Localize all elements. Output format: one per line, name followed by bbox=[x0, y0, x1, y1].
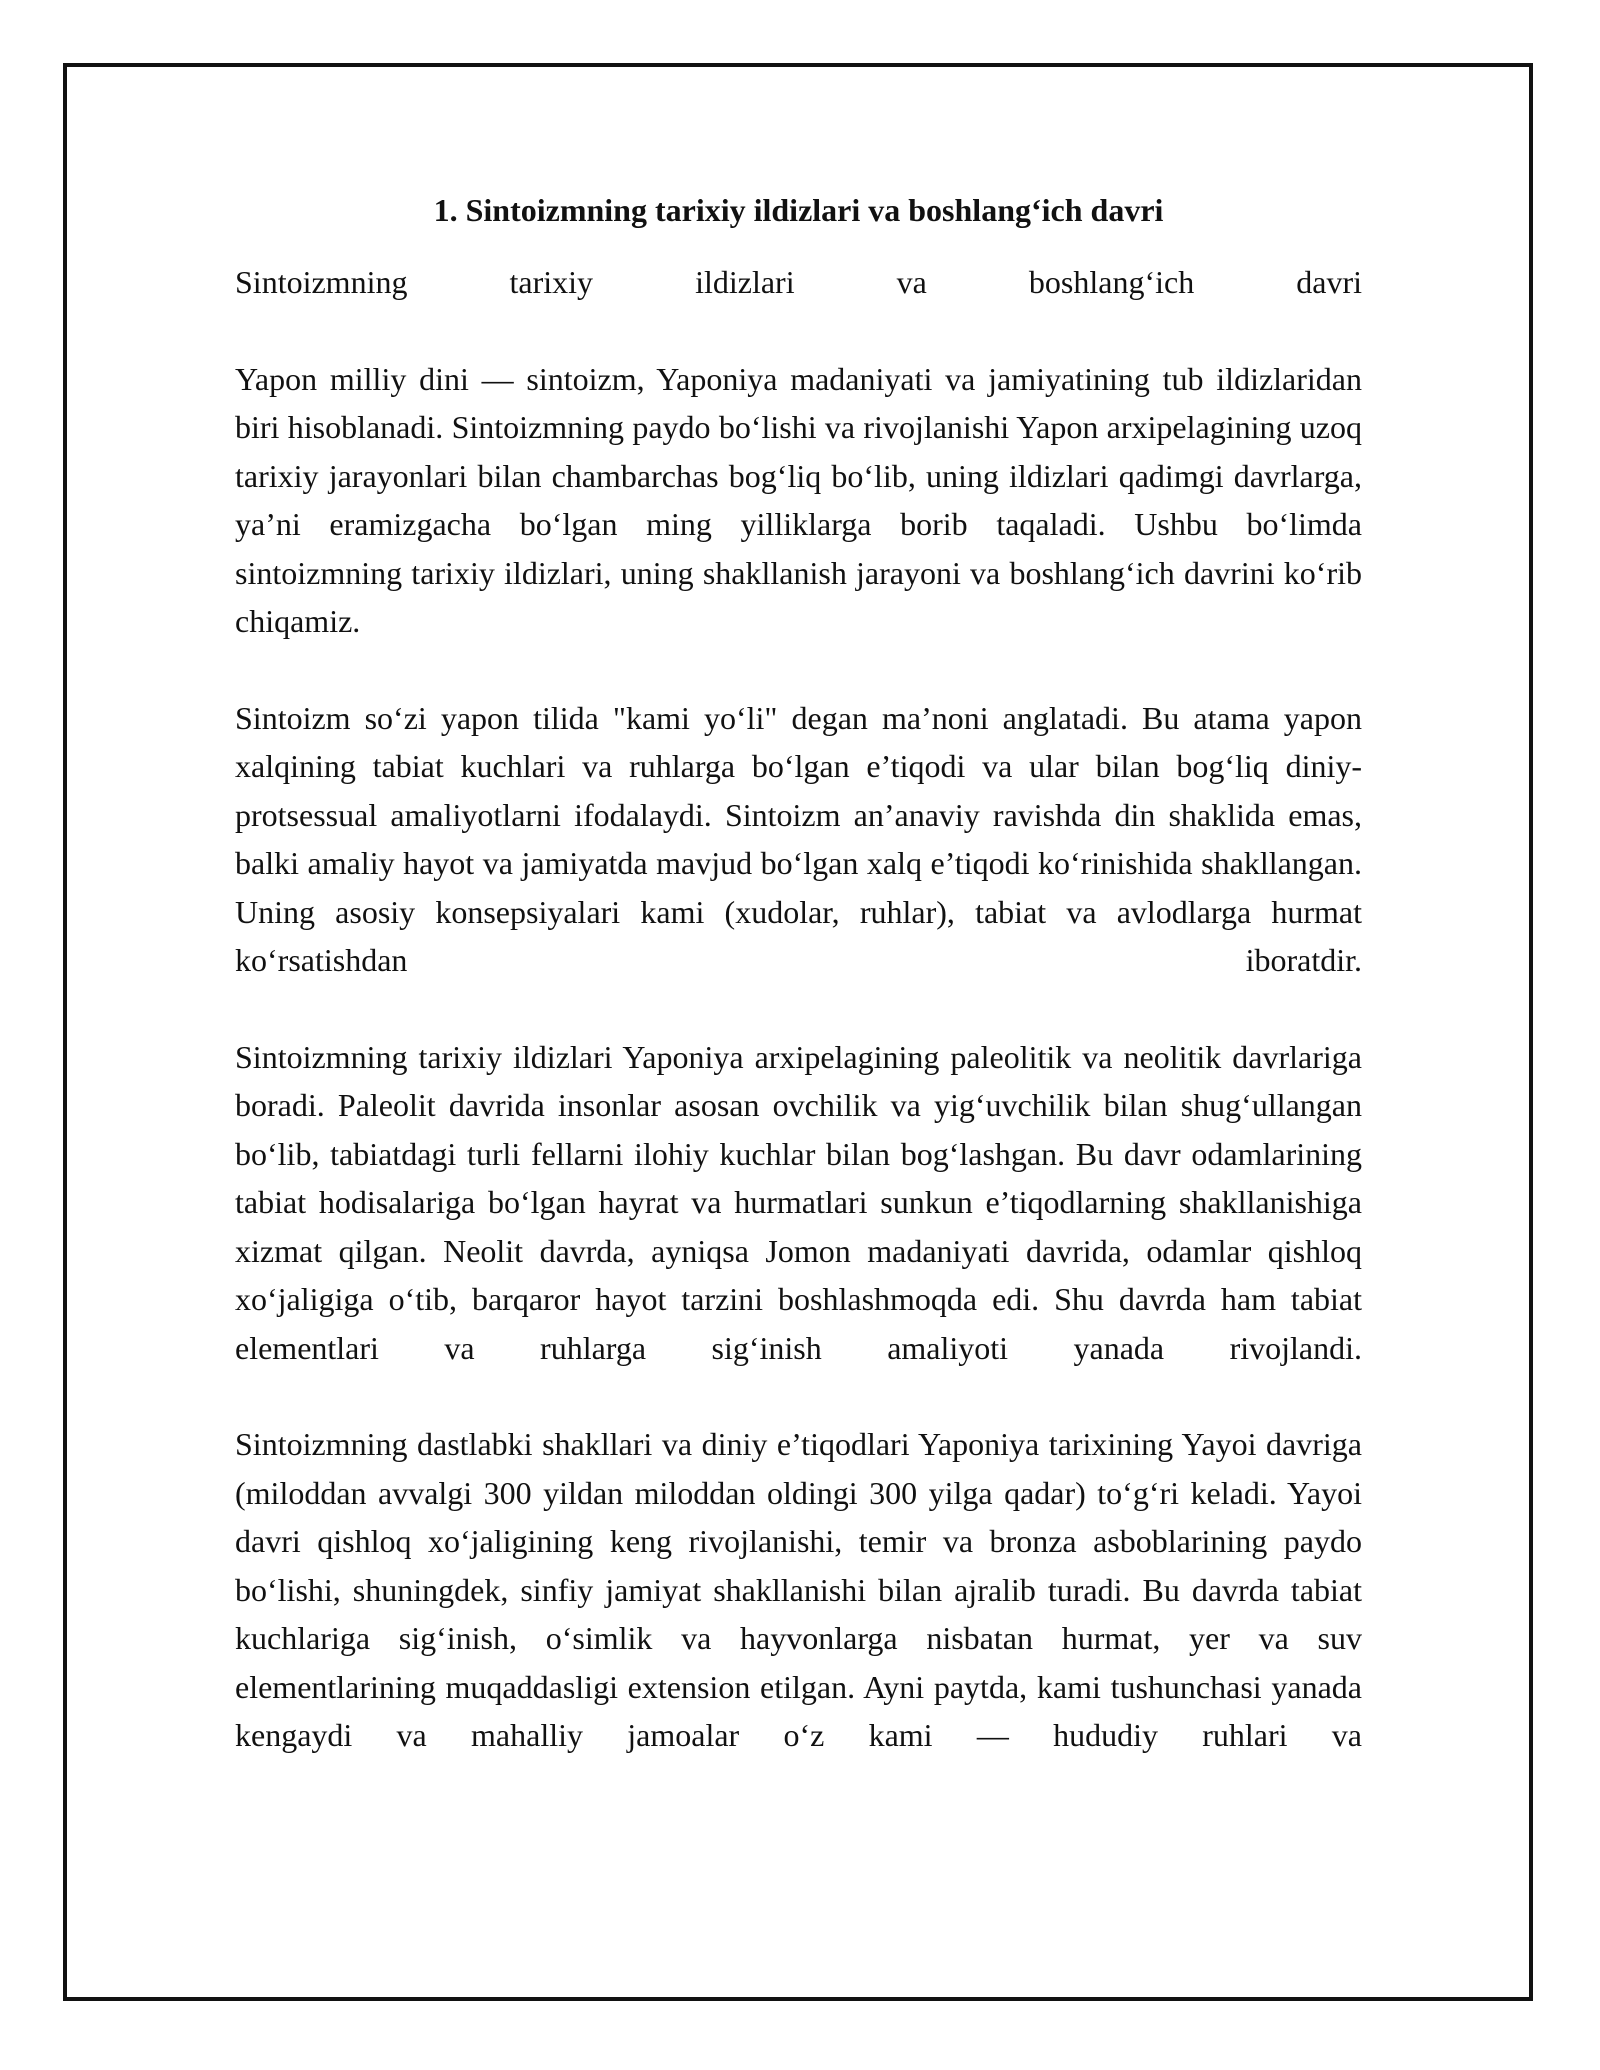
paragraph-yayoi: Sintoizmning dastlabki shakllari va diniy e’tiqodlari Yaponiya tarixining Yayoi davriga (miloddan avvalgi 300 yildan miloddan oldingi 300 yilga qadar) to‘g‘ri keladi. Yayoi davri qishloq xo‘jaligining keng rivojlanishi, temir va bronza asboblarining paydo bo‘lishi, shuningdek, sinfiy jamiyat shakllanishi bilan ajralib turadi. Bu davrda tabiat kuchlariga sig‘inish, o‘simlik va hayvonlarga nisbatan hurmat, yer va suv elementlarining muqaddasligi extension etilgan. Ayni paytda, kami tushunchasi yanada kengaydi va mahalliy jamoalar o‘z kami — hududiy ruhlari va bbox=[235, 1426, 1362, 1753]
document-body bbox=[235, 190, 1362, 1808]
section-heading: 1. Sintoizmning tarixiy ildizlari va boshlang‘ich davri bbox=[433, 192, 1164, 228]
paragraph-subtitle: Sintoizmning tarixiy ildizlari va boshlang‘ich davri bbox=[235, 264, 1362, 300]
paragraph-prehistory: Sintoizmning tarixiy ildizlari Yaponiya arxipelagining paleolitik va neolitik davrlariga boradi. Paleolit davrida insonlar asosan ovchilik va yig‘uvchilik bilan shug‘ullangan bo‘lib, tabiatdagi turli fellarni ilohiy kuchlar bilan bog‘lashgan. Bu davr odamlarining tabiat hodisalariga bo‘lgan hayrat va hurmatlari sunkun e’tiqodlarning shakllanishiga xizmat qilgan. Neolit davrda, ayniqsa Jomon madaniyati davrida, odamlar qishloq xo‘jaligiga o‘tib, barqaror hayot tarzini boshlashmoqda edi. Shu davrda ham tabiat elementlari va ruhlarga sig‘inish amaliyoti yanada rivojlandi. bbox=[235, 1038, 1362, 1366]
paragraph-definition: Sintoizm so‘zi yapon tilida "kami yo‘li" degan ma’noni anglatadi. Bu atama yapon xalqining tabiat kuchlari va ruhlarga bo‘lgan e’tiqodi va ular bilan bog‘liq diniy-protsessual amaliyotlarni ifodalaydi. Sintoizm an’anaviy ravishda din shaklida emas, balki amaliy hayot va jamiyatda mavjud bo‘lgan xalq e’tiqodi ko‘rinishida shakllangan. Uning asosiy konsepsiyalari kami (xudolar, ruhlar), tabiat va avlodlarga hurmat ko‘rsatishdan iboratdir. bbox=[235, 699, 1362, 978]
paragraph-intro: Yapon milliy dini — sintoizm, Yaponiya madaniyati va jamiyatining tub ildizlaridan biri hisoblanadi. Sintoizmning paydo bo‘lishi va rivojlanishi Yapon arxipelagining uzoq tarixiy jarayonlari bilan chambarchas bog‘liq bo‘lib, uning ildizlari qadimgi davrlarga, ya’ni eramizgacha bo‘lgan ming yilliklarga borib taqaladi. Ushbu bo‘limda sintoizmning tarixiy ildizlari, uning shakllanish jarayoni va boshlang‘ich davrini ko‘rib chiqamiz. bbox=[235, 360, 1362, 639]
